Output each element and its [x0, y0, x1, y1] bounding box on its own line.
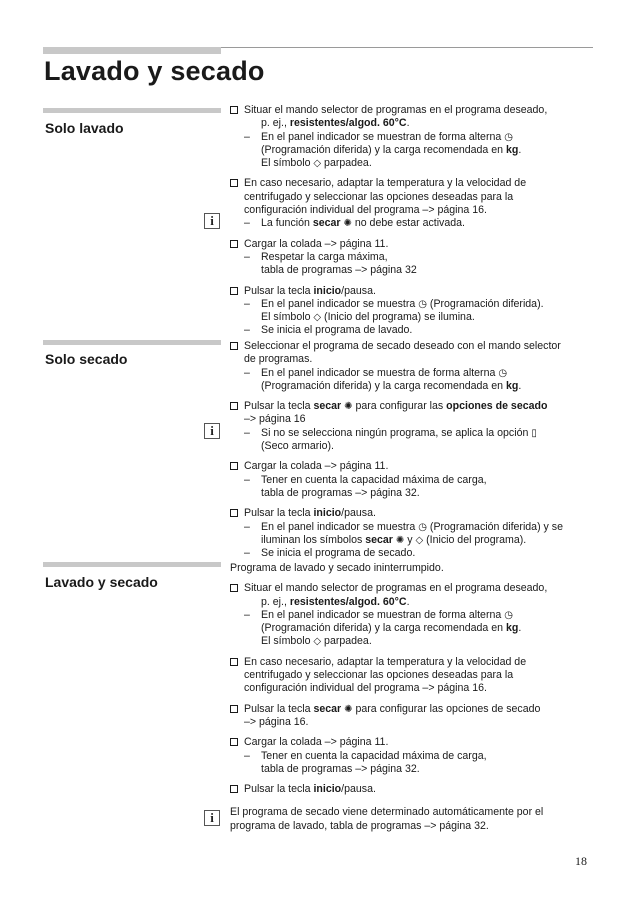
dry-symbol-icon: ✺ [344, 703, 353, 715]
checkbox-icon [230, 106, 238, 114]
list-item: Pulsar la tecla secar ✺ para configurar las opciones de secado –> página 16 – Si no se selecciona ningún programa, se aplica la opción ▯ (Seco armario). [230, 400, 598, 453]
checkbox-icon [230, 287, 238, 295]
section-intro: Programa de lavado y secado ininterrumpido. [230, 562, 444, 574]
dry-symbol-icon: ✺ [343, 218, 352, 230]
cupboard-dry-icon: ▯ [531, 427, 537, 439]
checkbox-icon [230, 705, 238, 713]
list-item: En caso necesario, adaptar la temperatura y la velocidad de centrifugado y seleccionar las opciones deseadas para la configuración individual del programa –> página 16. [230, 656, 598, 696]
section-bar-solo-secado [43, 340, 221, 345]
checkbox-icon [230, 342, 238, 350]
section-bar-solo-lavado [43, 108, 221, 113]
list-item: Pulsar la tecla inicio/pausa. – En el panel indicador se muestra ◷ (Programación diferida) y se iluminan los símbolos secar ✺ y ◇ (Inicio del programa). – Se inicia el programa de secado. [230, 507, 598, 560]
info-icon: i [204, 810, 220, 826]
start-symbol-icon: ◇ [313, 158, 322, 170]
list-item: Seleccionar el programa de secado deseado con el mando selector de programas. – En el panel indicador se muestra de forma alterna ◷ (Programación diferida) y la carga recomendada en kg. [230, 340, 598, 393]
clock-icon: ◷ [498, 367, 508, 379]
checkbox-icon [230, 402, 238, 410]
checkbox-icon [230, 584, 238, 592]
checkbox-icon [230, 785, 238, 793]
section-title-solo-lavado: Solo lavado [45, 120, 124, 136]
page-title: Lavado y secado [44, 56, 265, 86]
start-symbol-icon: ◇ [313, 312, 322, 324]
checkbox-icon [230, 462, 238, 470]
checkbox-icon [230, 240, 238, 248]
info-icon: i [204, 213, 220, 229]
list-item: Cargar la colada –> página 11. – Respetar la carga máxima, tabla de programas –> página 32 [230, 238, 598, 278]
clock-icon: ◷ [418, 298, 427, 310]
dry-symbol-icon: ✺ [344, 401, 353, 413]
list-item: En caso necesario, adaptar la temperatura y la velocidad de centrifugado y seleccionar las opciones deseadas para la configuración individual del programa –> página 16. – La función secar ✺ no debe estar activada. [230, 177, 598, 230]
section-body-solo-lavado [230, 104, 598, 345]
clock-icon: ◷ [504, 609, 513, 621]
start-symbol-icon: ◇ [313, 636, 322, 648]
section-title-solo-secado: Solo secado [45, 351, 128, 367]
info-icon: i [204, 423, 220, 439]
checkbox-icon [230, 658, 238, 666]
header-bar [43, 47, 221, 54]
info-note: El programa de secado viene determinado automáticamente por el programa de lavado, tabla de programas –> página 32. [230, 806, 544, 832]
list-item: Situar el mando selector de programas en el programa deseado, p. ej., resistentes/algod. 60°C. – En el panel indicador se muestran de forma alterna ◷ (Programación diferida) y la carga recomendada en kg. El símbolo ◇ parpadea. [230, 582, 598, 648]
section-bar-lavado-y-secado [43, 562, 221, 567]
list-item: Pulsar la tecla inicio/pausa. [230, 783, 598, 796]
dry-symbol-icon: ✺ [395, 534, 405, 546]
clock-icon: ◷ [418, 521, 427, 533]
checkbox-icon [230, 179, 238, 187]
list-item: Cargar la colada –> página 11. – Tener en cuenta la capacidad máxima de carga, tabla de programas –> página 32. [230, 736, 598, 776]
list-item: Situar el mando selector de programas en el programa deseado, p. ej., resistentes/algod. 60°C. – En el panel indicador se muestran de forma alterna ◷ (Programación diferida) y la carga recomendada en kg. El símbolo ◇ parpadea. [230, 104, 598, 170]
checkbox-icon [230, 509, 238, 517]
list-item: Pulsar la tecla inicio/pausa. – En el panel indicador se muestra ◷ (Programación diferida). El símbolo ◇ (Inicio del programa) se ilumina. – Se inicia el programa de lavado. [230, 285, 598, 338]
checkbox-icon [230, 738, 238, 746]
header-rule [221, 47, 593, 48]
section-body-solo-secado [230, 340, 598, 567]
list-item: Pulsar la tecla secar ✺ para configurar las opciones de secado –> página 16. [230, 703, 598, 730]
start-symbol-icon: ◇ [415, 534, 424, 546]
section-body-lavado-y-secado [230, 562, 598, 840]
clock-icon: ◷ [504, 131, 513, 143]
list-item: Cargar la colada –> página 11. – Tener en cuenta la capacidad máxima de carga, tabla de programas –> página 32. [230, 460, 598, 500]
section-title-lavado-y-secado: Lavado y secado [45, 574, 158, 590]
page-number: 18 [575, 854, 587, 868]
